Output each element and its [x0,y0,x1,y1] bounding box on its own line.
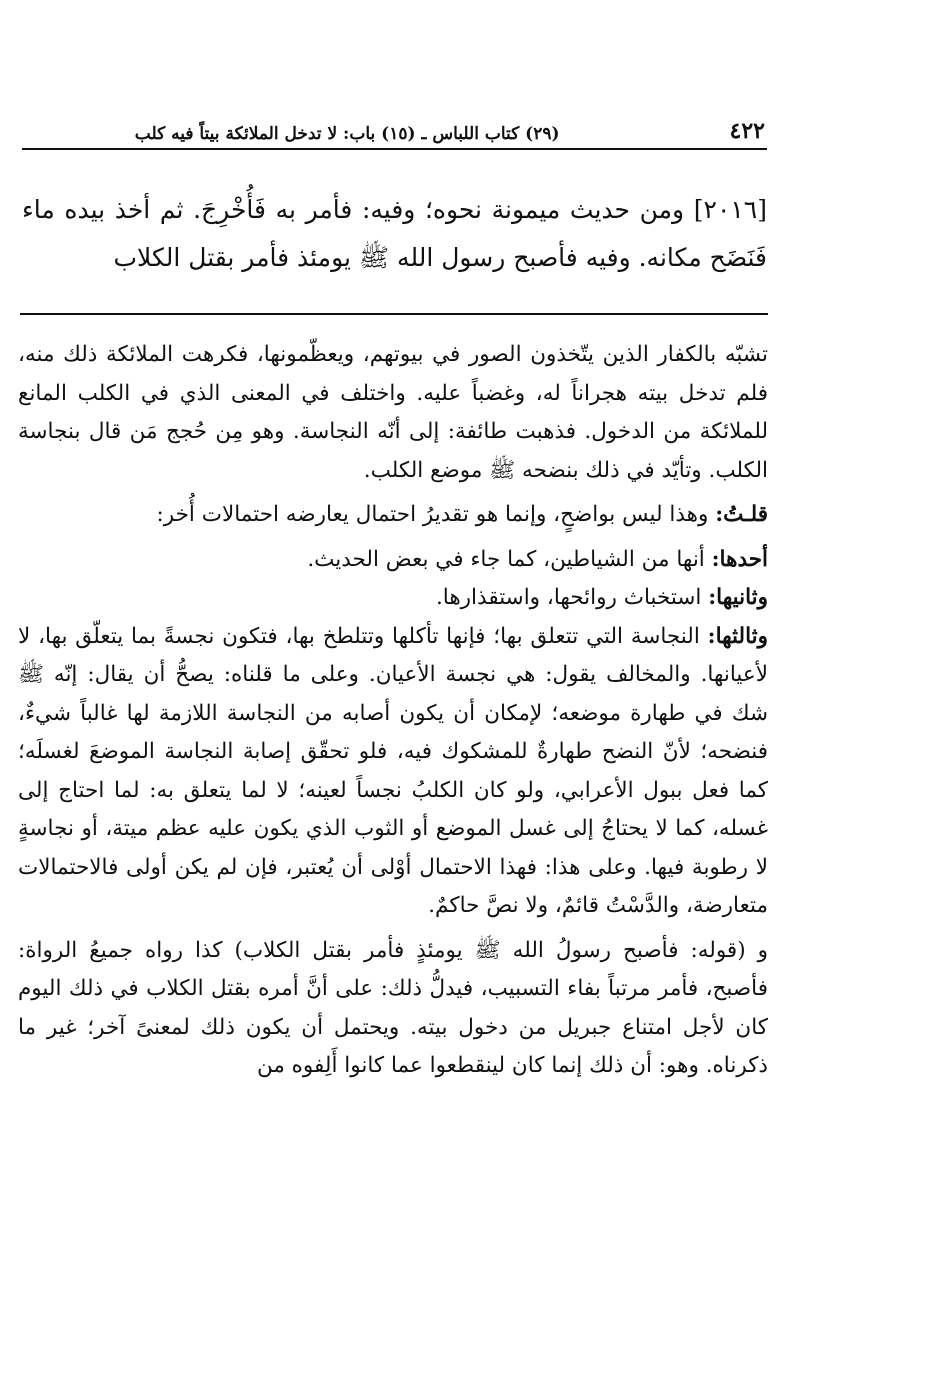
commentary-paragraph [18,496,768,535]
paragraph-text: وهذا ليس بواضحٍ، وإنما هو تقديرُ احتمال يعارضه احتمالات أُخر: [156,502,709,527]
running-title: (٢٩) كتاب اللباس ـ (١٥) باب: لا تدخل الملائكة بيتاً فيه كلب [134,124,560,144]
commentary-paragraph: تشبّه بالكفار الذين يتّخذون الصور في بيوتهم، ويعظّمونها، فكرهت الملائكة ذلك منه، فلم تدخل بيته هجراناً له، وغضباً عليه. واختلف في المعنى الذي في الكلب المانع للملائكة من الدخول. فذهبت طائفة: إلى أنّه النجاسة. وهو مِن حُجج مَن قال بنجاسة الكلب. وتأيّد في ذلك بنضحه ﷺ موضع الكلب. [18,342,768,483]
commentary-paragraph [18,541,768,580]
hadith-number: [٢٠١٦] [693,195,767,224]
commentary-paragraph: و (قوله: فأصبح رسولُ الله ﷺ يومئذٍ فأمر بقتل الكلاب) كذا رواه جميعُ الرواة: فأصبح، فأمر مرتباً بفاء التسبيب، فيدلُّ ذلك: على أنَّ أمره بقتل الكلاب في ذلك اليوم كان لأجل امتناع جبريل من دخول بيته. ويحتمل أن يكون ذلك لمعنىً آخر؛ غير ما ذكرناه. وهو: أن ذلك إنما كان لينقطعوا عما كانوا أَلِفوه من [18,937,768,1078]
paragraph-text: أنها من الشياطين، كما جاء في بعض الحديث. [307,546,705,572]
hadith-body: ومن حديث ميمونة نحوه؛ وفيه: فأمر به فَأُخْرِجَ. ثم أخذ بيده ماء فَنَضَح مكانه. وفيه فأصبح رسول الله ﷺ يومئذ فأمر بقتل الكلاب [22,195,767,272]
paragraph-label: أحدها: [711,546,768,572]
hadith-text [22,186,767,282]
page-header [22,118,767,150]
paragraph-label: وثالثها: [707,623,768,649]
paragraph-label: وثانيها: [708,585,768,610]
commentary-paragraph [18,579,768,618]
commentary-paragraph [18,618,768,926]
commentary [18,336,768,1086]
page-number: ٤٢٢ [729,118,765,144]
section-divider [20,313,768,315]
paragraph-label: قلـتُ: [715,502,768,527]
paragraph-text: استخباث روائحها، واستقذارها. [435,585,702,610]
paragraph-text: النجاسة التي تتعلق بها؛ فإنها تأكلها وتتلطخ بها، فتكون نجسةً بما يتعلّق بها، لا لأعيانها. والمخالف يقول: هي نجسة الأعيان. وعلى ما قلناه: يصحُّ أن يقال: إنّه ﷺ شك في طهارة موضعه؛ لإمكان أن يكون أصابه من النجاسة اللازمة لها غالباً شيءٌ، فنضحه؛ لأنّ النضح طهارةٌ للمشكوك فيه، فلو تحقّق إصابة النجاسة الموضعَ لغسلَه؛ كما فعل ببول الأعرابي، ولو كان الكلبُ نجساً لعينه؛ لا لما يتعلق به: لما احتاج إلى غسله، كما لا يحتاجُ إلى غسل الموضع أو الثوب الذي يكون عليه عظم ميتة، أو نجاسةٍ لا رطوبة فيها. وعلى هذا: فهذا الاحتمال أوْلى أن يُعتبر، فإن لم يكن أولى فالاحتمالات متعارضة، والدَّسْتُ قائمٌ، ولا نصَّ حاكمٌ. [18,623,768,918]
